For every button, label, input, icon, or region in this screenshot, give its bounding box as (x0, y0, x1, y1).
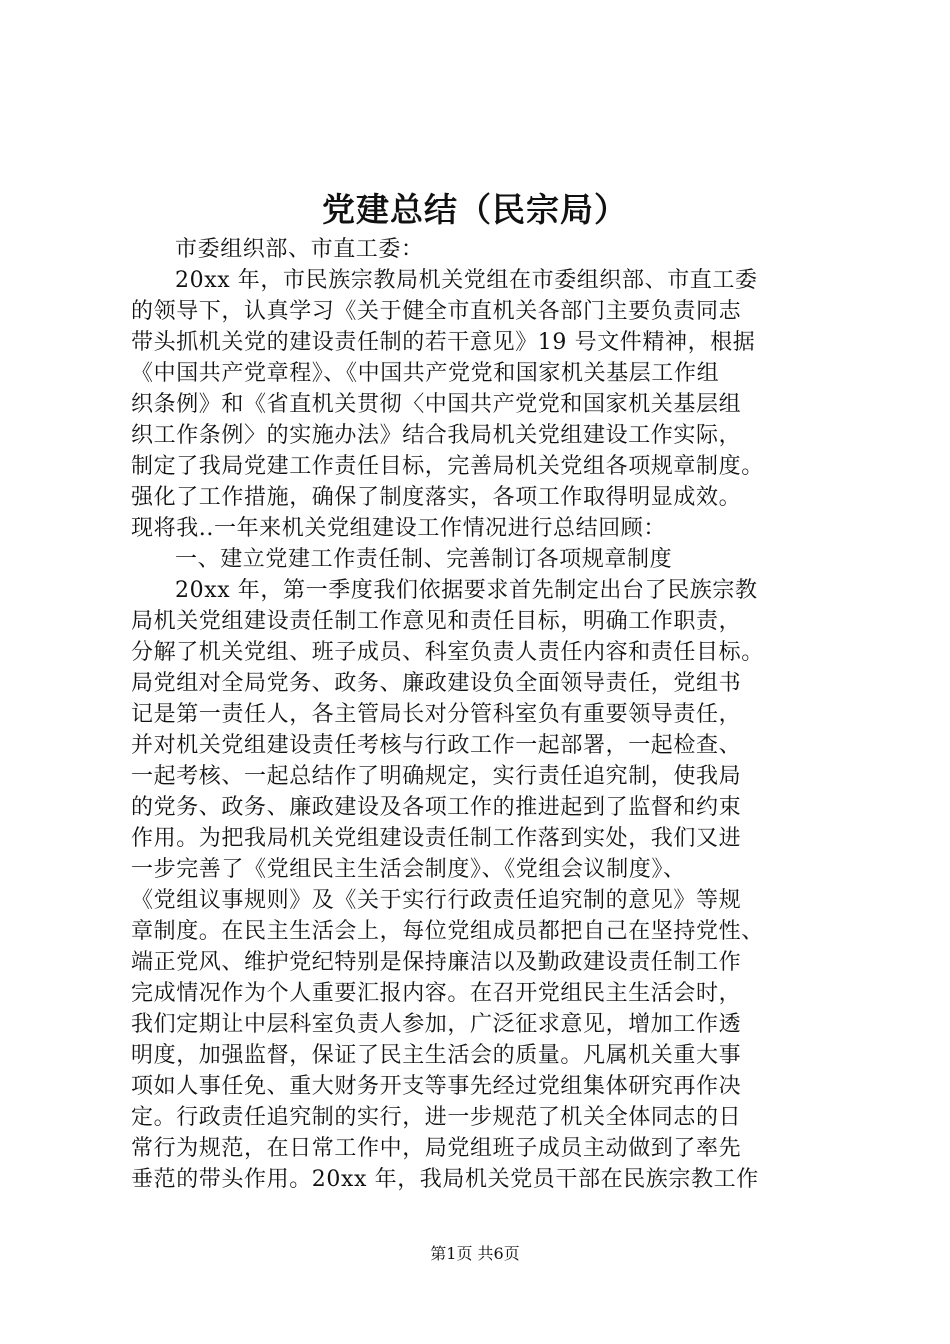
paragraph-line: 并对机关党组建设责任考核与行政工作一起部署，一起检查、 (131, 733, 742, 758)
paragraph-line: 的党务、政务、廉政建设及各项工作的推进起到了监督和约束 (131, 795, 742, 820)
paragraph-line: 我们定期让中层科室负责人参加，广泛征求意见，增加工作透 (131, 1012, 742, 1037)
paragraph-line: 《中国共产党章程》、《中国共产党党和国家机关基层工作组 (131, 361, 720, 386)
paragraph-line: 记是第一责任人，各主管局长对分管科室负有重要领导责任， (131, 702, 742, 727)
section-heading: 一、建立党建工作责任制、完善制订各项规章制度 (175, 547, 673, 572)
paragraph-line: 一起考核、一起总结作了明确规定，实行责任追究制，使我局 (131, 764, 742, 789)
paragraph-line: 20xx 年，第一季度我们依据要求首先制定出台了民族宗教 (175, 578, 758, 603)
paragraph-line: 完成情况作为个人重要汇报内容。在召开党组民主生活会时， (131, 981, 742, 1006)
paragraph-line: 20xx 年，市民族宗教局机关党组在市委组织部、市直工委 (175, 268, 758, 293)
document-title: 党建总结（民宗局） (322, 190, 628, 229)
paragraph-line: 现将我..一年来机关党组建设工作情况进行总结回顾： (131, 516, 666, 541)
paragraph-line: 的领导下，认真学习《关于健全市直机关各部门主要负责同志 (131, 299, 742, 324)
paragraph-line: 章制度。在民主生活会上，每位党组成员都把自己在坚持党性、 (131, 919, 764, 944)
paragraph-line: 分解了机关党组、班子成员、科室负责人责任内容和责任目标。 (131, 640, 764, 665)
paragraph-line: 《党组议事规则》及《关于实行行政责任追究制的意见》等规 (131, 888, 742, 913)
salutation-line: 市委组织部、市直工委： (175, 237, 424, 262)
paragraph-line: 局党组对全局党务、政务、廉政建设负全面领导责任，党组书 (131, 671, 742, 696)
paragraph-line: 端正党风、维护党纪特别是保持廉洁以及勤政建设责任制工作 (131, 950, 742, 975)
paragraph-line: 带头抓机关党的建设责任制的若干意见》19 号文件精神，根据 (131, 330, 756, 355)
paragraph-line: 项如人事任免、重大财务开支等事先经过党组集体研究再作决 (131, 1074, 742, 1099)
paragraph-line: 强化了工作措施，确保了制度落实，各项工作取得明显成效。 (131, 485, 742, 510)
page-footer: 第1页 共6页 (430, 1244, 520, 1263)
paragraph-line: 制定了我局党建工作责任目标，完善局机关党组各项规章制度。 (131, 454, 764, 479)
paragraph-line: 织条例》和《省直机关贯彻〈中国共产党党和国家机关基层组 (131, 392, 742, 417)
paragraph-line: 作用。为把我局机关党组建设责任制工作落到实处，我们又进 (131, 826, 742, 851)
paragraph-line: 定。行政责任追究制的实行，进一步规范了机关全体同志的日 (131, 1105, 742, 1130)
paragraph-line: 织工作条例〉的实施办法》结合我局机关党组建设工作实际， (131, 423, 742, 448)
document-body (131, 234, 831, 1195)
paragraph-line: 常行为规范，在日常工作中，局党组班子成员主动做到了率先 (131, 1136, 742, 1161)
paragraph-line: 垂范的带头作用。20xx 年，我局机关党员干部在民族宗教工作 (131, 1167, 759, 1192)
paragraph-line: 一步完善了《党组民主生活会制度》、《党组会议制度》、 (131, 857, 686, 882)
paragraph-line: 明度，加强监督，保证了民主生活会的质量。凡属机关重大事 (131, 1043, 742, 1068)
paragraph-line: 局机关党组建设责任制工作意见和责任目标，明确工作职责， (131, 609, 742, 634)
